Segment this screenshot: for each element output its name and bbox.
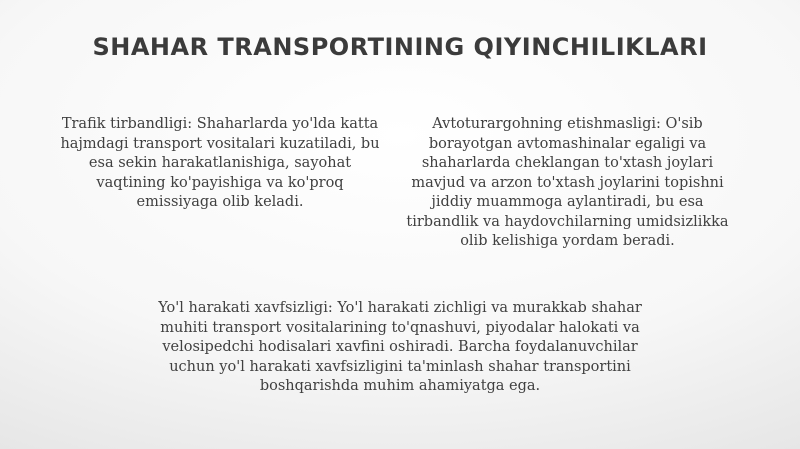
parking-shortage-text: Avtoturargohning etishmasligi: O'sib borayotgan avtomashinalar egaligi va shaharlarda cheklangan to'xtash joylari mavjud va arzon to'xtash joylarini topishni jiddiy muammoga aylantiradi, bu esa tirbandlik va haydovchilarning umidsizlikka olib kelishiga yordam beradi.	[406, 116, 729, 249]
traffic-congestion-text: Trafik tirbandligi: Shaharlarda yo'lda katta hajmdagi transport vositalari kuzatiladi, bu esa sekin harakatlanishiga, sayohat vaqtining ko'payishiga va ko'proq emissiyaga olib keladi.	[60, 116, 380, 210]
road-safety-text: Yo'l harakati xavfsizligi: Yo'l harakati zichligi va murakkab shahar muhiti transport vositalarining to'qnashuvi, piyodalar halokati va velosipedchi hodisalari xavfini oshiradi. Barcha foydalanuvchilar uchun yo'l harakati xavfsizligini ta'minlash shahar transportini boshqarishda muhim ahamiyatga ega.	[158, 300, 642, 394]
slide-title: SHAHAR TRANSPORTINING QIYINCHILIKLARI	[92, 33, 708, 61]
